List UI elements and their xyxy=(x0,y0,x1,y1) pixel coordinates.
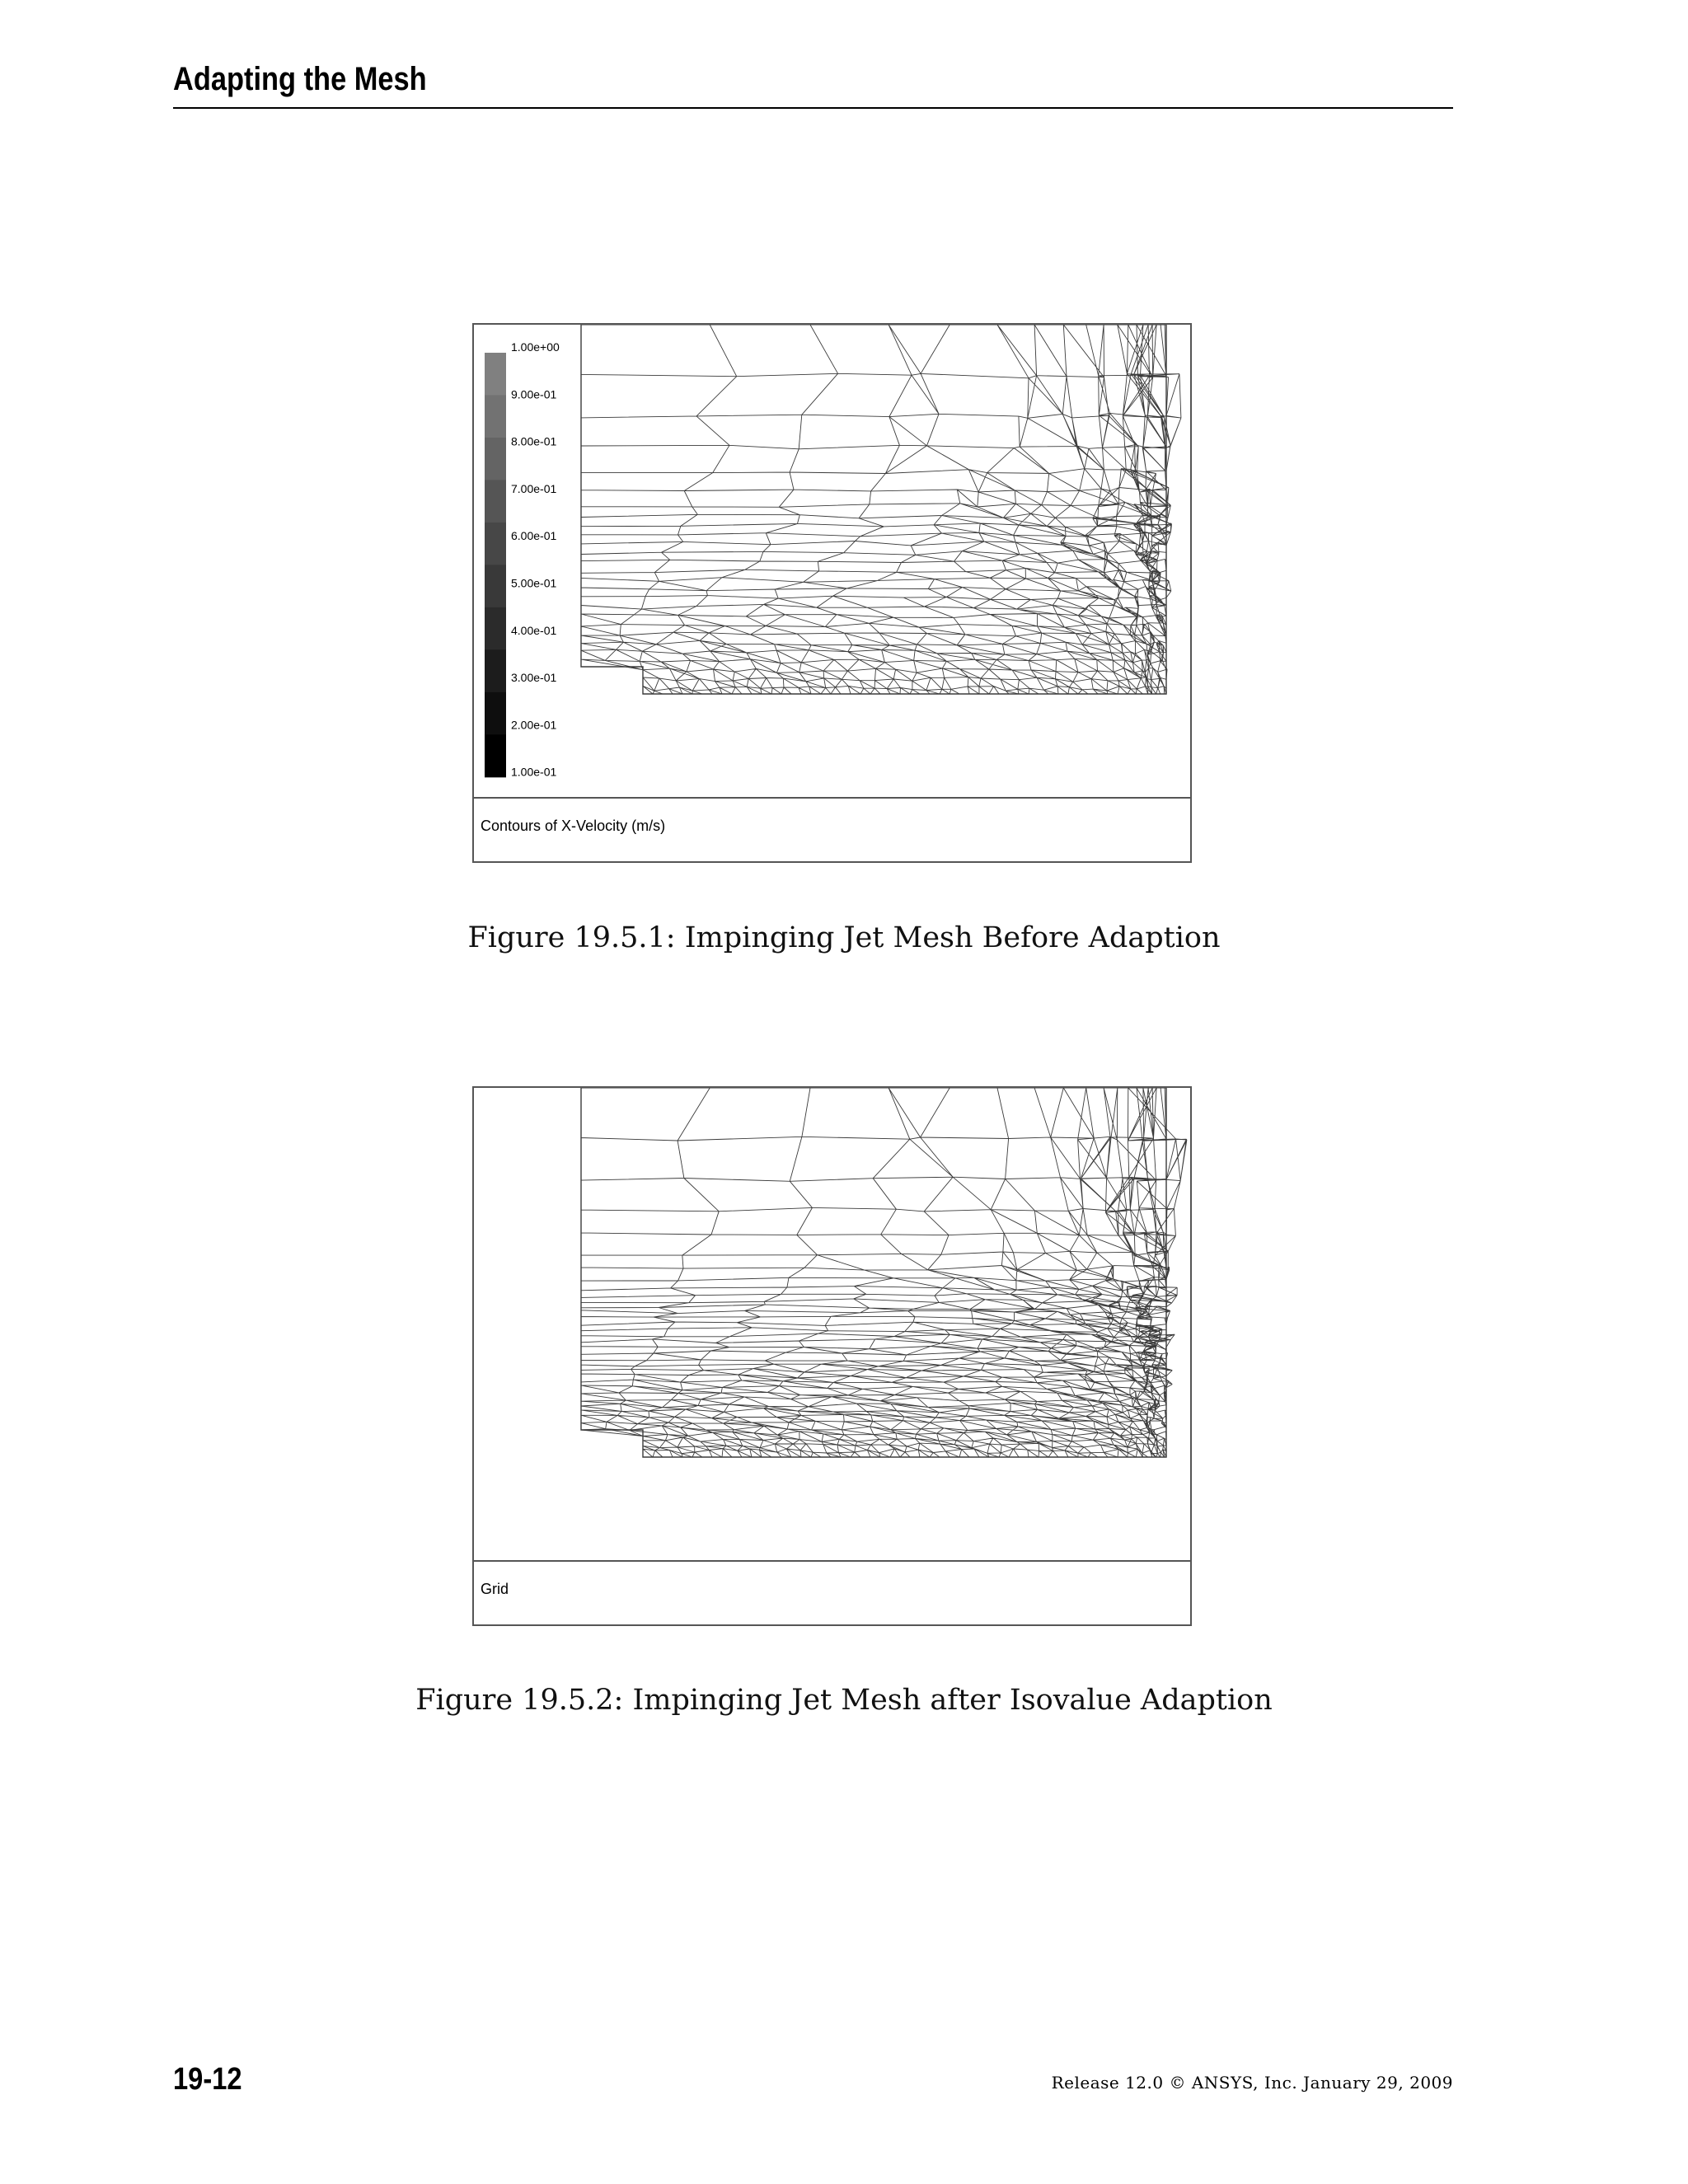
figure-2-graphic xyxy=(474,1088,1190,1561)
figure-1-divider xyxy=(474,797,1190,799)
page-header-title: Adapting the Mesh xyxy=(173,61,427,97)
figure-2-divider xyxy=(474,1560,1190,1562)
colorbar-block xyxy=(485,353,506,396)
colorbar-block xyxy=(485,649,506,692)
mesh-before-adaption xyxy=(581,325,1181,694)
colorbar-block xyxy=(485,734,506,777)
release-footer: Release 12.0 © ANSYS, Inc. January 29, 2009 xyxy=(1051,2073,1453,2093)
mesh-edges xyxy=(581,1088,1187,1457)
page-number: 19-12 xyxy=(173,2062,242,2097)
colorbar-block xyxy=(485,438,506,480)
colorbar-label: 2.00e-01 xyxy=(511,718,557,732)
figure-2-panel-label: Grid xyxy=(481,1581,509,1597)
colorbar-label: 5.00e-01 xyxy=(511,576,557,590)
mesh-after-adaption xyxy=(581,1088,1187,1457)
header-rule xyxy=(173,107,1453,109)
figure-1-panel-label: Contours of X-Velocity (m/s) xyxy=(481,818,666,834)
colorbar-label: 8.00e-01 xyxy=(511,434,557,448)
colorbar-label: 3.00e-01 xyxy=(511,671,557,685)
figure-2-panel xyxy=(472,1086,1192,1626)
colorbar-label: 4.00e-01 xyxy=(511,623,557,637)
colorbar-block xyxy=(485,523,506,565)
colorbar-block xyxy=(485,395,506,438)
figure-1-panel xyxy=(472,323,1192,863)
colorbar xyxy=(485,340,560,779)
colorbar-label: 1.00e-01 xyxy=(511,765,557,779)
figure-2-caption: Figure 19.5.2: Impinging Jet Mesh after Isovalue Adaption xyxy=(415,1684,1273,1717)
colorbar-block xyxy=(485,692,506,735)
colorbar-label: 6.00e-01 xyxy=(511,529,557,543)
colorbar-label: 9.00e-01 xyxy=(511,387,557,401)
figure-1-caption: Figure 19.5.1: Impinging Jet Mesh Before Adaption xyxy=(467,921,1221,954)
colorbar-block xyxy=(485,480,506,523)
mesh-edges xyxy=(581,325,1181,694)
figure-1-graphic xyxy=(474,325,1190,798)
colorbar-label: 7.00e-01 xyxy=(511,481,557,495)
colorbar-block xyxy=(485,607,506,650)
colorbar-label: 1.00e+00 xyxy=(511,340,560,354)
colorbar-block xyxy=(485,565,506,607)
